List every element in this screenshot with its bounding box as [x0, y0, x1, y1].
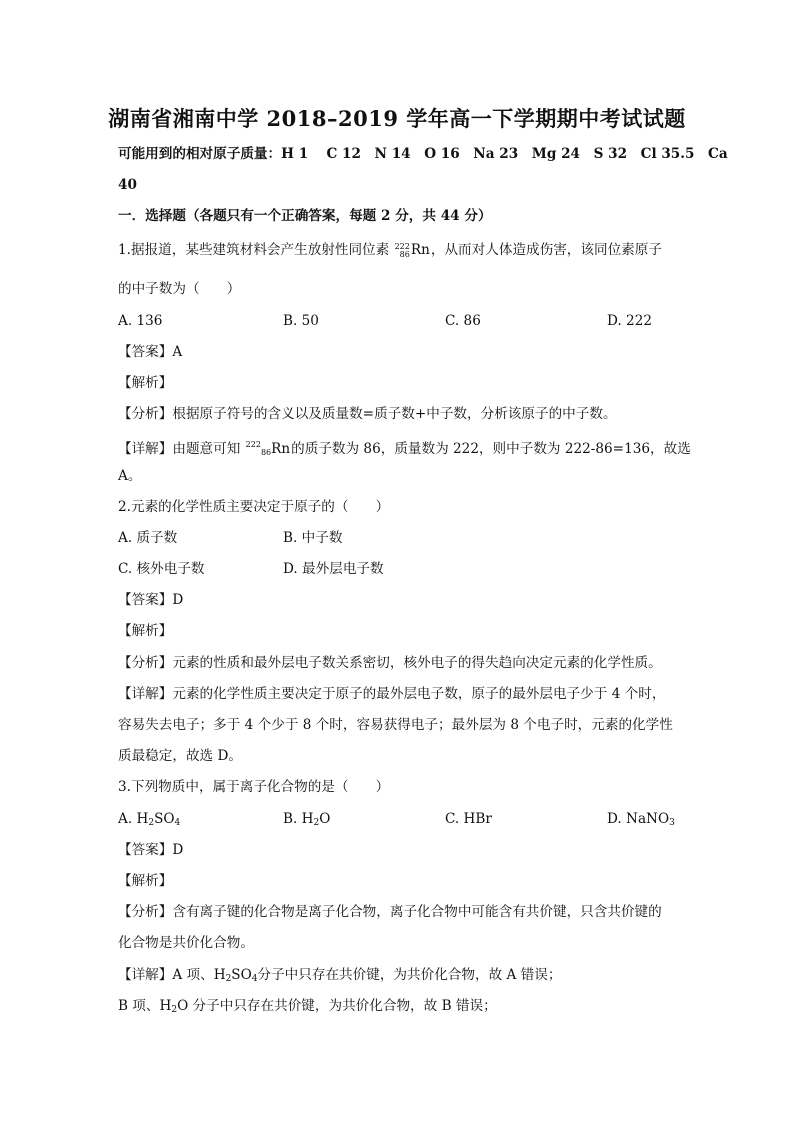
q3-option-c: C. HBr [445, 811, 492, 827]
q3-detail-1-sub-1: 2 [225, 974, 232, 984]
q2-option-b: B. 中子数 [283, 530, 343, 546]
nuclide-symbol-inline [246, 435, 290, 463]
q1-detail [118, 435, 691, 463]
q2-stem: 2.元素的化学性质主要决定于原子的（ ） [118, 499, 390, 515]
q3-detail-1-pre: 【详解】A 项、H [118, 967, 226, 983]
q3-detail-2-sub: 2 [171, 1005, 178, 1015]
q2-detail-line-2: 容易失去电子；多于 4 个少于 8 个时，容易获得电子；最外层为 8 个电子时，元素的化学性 [118, 717, 673, 733]
q2-options-row-2 [118, 559, 678, 579]
q1-detail-line-2: A。 [118, 468, 142, 484]
q1-stem-text-b: ，从而对人体造成伤害，该同位素原子 [430, 242, 662, 258]
q3-analysis-line-1: 【分析】含有离子键的化合物是离子化合物，离子化合物中可能含有共价键，只含共价键的 [118, 904, 662, 920]
nuclide-inline-element: Rn [271, 441, 291, 457]
q3-option-a-sub-2: 4 [174, 818, 181, 828]
q1-option-b: B. 50 [283, 313, 319, 329]
q2-options-row-1 [118, 528, 678, 548]
atomic-mass-line-1: 可能用到的相对原子质量：H 1 C 12 N 14 O 16 Na 23 Mg 24 S 32 Cl 35.5 Ca [118, 146, 728, 162]
nuclide-symbol [395, 240, 430, 260]
nuclide-mass-number: 222 [394, 241, 410, 251]
q2-option-a: A. 质子数 [118, 530, 178, 546]
q3-option-b-post: O [319, 811, 331, 827]
q2-detail-line-1: 【详解】元素的化学性质主要决定于原子的最外层电子数，原子的最外层电子少于 4 个时， [118, 686, 666, 702]
q1-option-d: D. 222 [607, 313, 653, 329]
q3-analysis-heading: 【解析】 [118, 873, 173, 889]
q3-detail-2-post: O 分子中只存在共价键，为共价化合物，故 B 错误； [177, 998, 497, 1014]
q2-detail-line-3: 质最稳定，故选 D。 [118, 748, 242, 764]
q2-analysis: 【分析】元素的性质和最外层电子数关系密切，核外电子的得失趋向决定元素的化学性质。 [118, 655, 662, 671]
q2-analysis-heading: 【解析】 [118, 623, 173, 639]
q3-option-a-sub-1: 2 [148, 818, 155, 828]
q2-answer: 【答案】D [118, 592, 184, 608]
q1-stem-text-a: 1.据报道，某些建筑材料会产生放射性同位素 [118, 242, 394, 258]
nuclide-inline-atomic: 86 [260, 448, 272, 457]
q3-option-a [118, 809, 180, 829]
atomic-mass-line-2: 40 [118, 177, 137, 193]
q3-option-b-pre: B. H [283, 811, 314, 827]
q3-detail-1-mid: SO [231, 967, 252, 983]
q1-detail-text-b: 的质子数为 86，质量数为 222，则中子数为 222-86=136，故选 [291, 441, 691, 457]
q3-option-b [283, 809, 330, 829]
nuclide-atomic-number: 86 [399, 249, 410, 259]
q3-option-b-sub: 2 [313, 818, 320, 828]
q3-option-a-pre: A. H [118, 811, 149, 827]
q3-option-d-pre: D. NaNO [607, 811, 670, 827]
q1-analysis-heading: 【解析】 [118, 375, 173, 391]
section-heading: 一．选择题（各题只有一个正确答案，每题 2 分，共 44 分） [118, 208, 492, 224]
q1-stem-line-2: 的中子数为（ ） [118, 281, 241, 297]
q3-detail-1-sub-2: 4 [251, 974, 258, 984]
q3-answer: 【答案】D [118, 842, 184, 858]
q1-detail-text-a: 【详解】由题意可知 [118, 441, 245, 457]
nuclide-element: Rn [410, 242, 430, 258]
q3-detail-line-1 [118, 965, 678, 985]
q2-option-d: D. 最外层电子数 [283, 561, 384, 577]
q3-options [118, 809, 678, 829]
q1-answer: 【答案】A [118, 344, 183, 360]
q3-analysis-line-2: 化合物是共价化合物。 [118, 935, 254, 951]
nuclide-inline-mass: 222 [245, 440, 261, 449]
q1-option-a: A. 136 [118, 313, 163, 329]
page-title: 湖南省湘南中学 2018–2019 学年高一下学期期中考试试题 [108, 106, 686, 131]
q3-option-d [607, 809, 675, 829]
q1-options [118, 311, 678, 331]
q1-option-c: C. 86 [445, 313, 481, 329]
q3-detail-line-2 [118, 996, 678, 1016]
q2-option-c: C. 核外电子数 [118, 561, 205, 577]
q1-stem [118, 240, 678, 260]
q1-analysis: 【分析】根据原子符号的含义以及质量数=质子数+中子数，分析该原子的中子数。 [118, 406, 617, 422]
q3-option-a-mid: SO [154, 811, 175, 827]
q3-detail-1-post: 分子中只存在共价键，为共价化合物，故 A 错误； [257, 967, 562, 983]
q3-option-d-sub: 3 [669, 818, 675, 828]
q3-detail-2-pre: B 项、H [118, 998, 172, 1014]
q3-stem: 3.下列物质中，属于离子化合物的是（ ） [118, 779, 390, 795]
